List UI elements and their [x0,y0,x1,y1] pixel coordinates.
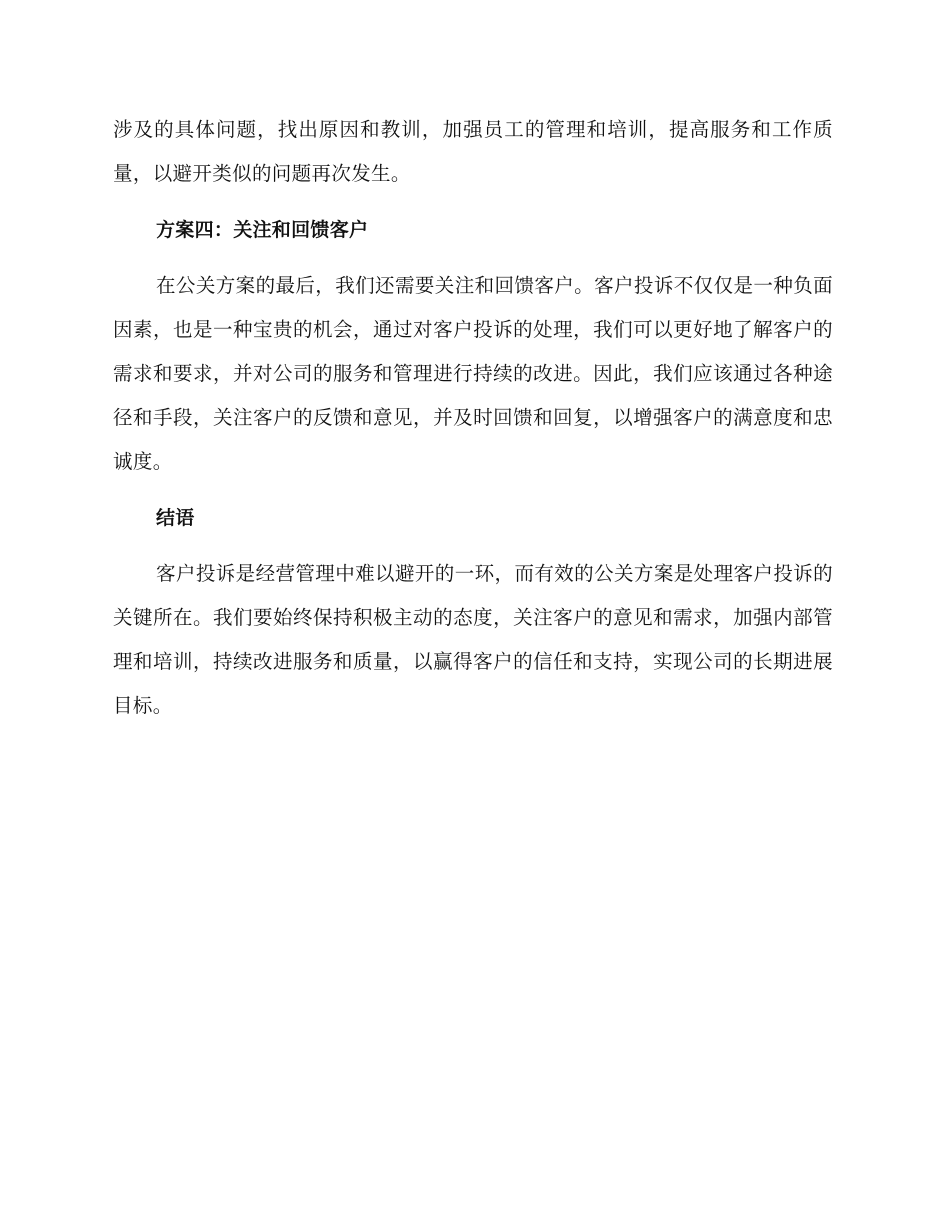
document-page [113,108,833,728]
continuation-paragraph: 涉及的具体问题，找出原因和教训，加强员工的管理和培训，提高服务和工作质量，以避开类似的问题再次发生。 [113,118,833,185]
conclusion-paragraph: 客户投诉是经营管理中难以避开的一环，而有效的公关方案是处理客户投诉的关键所在。我们要始终保持积极主动的态度，关注客户的意见和需求，加强内部管理和培训，持续改进服务和质量，以赢得客户的信任和支持，实现公司的长期进展目标。 [113,562,833,717]
section-four-paragraph: 在公关方案的最后，我们还需要关注和回馈客户。客户投诉不仅仅是一种负面因素，也是一种宝贵的机会，通过对客户投诉的处理，我们可以更好地了解客户的需求和要求，并对公司的服务和管理进行持续的改进。因此，我们应该通过各种途径和手段，关注客户的反馈和意见，并及时回馈和回复，以增强客户的满意度和忠诚度。 [113,274,833,473]
conclusion-heading: 结语 [156,507,195,529]
section-four-heading: 方案四：关注和回馈客户 [156,219,369,241]
